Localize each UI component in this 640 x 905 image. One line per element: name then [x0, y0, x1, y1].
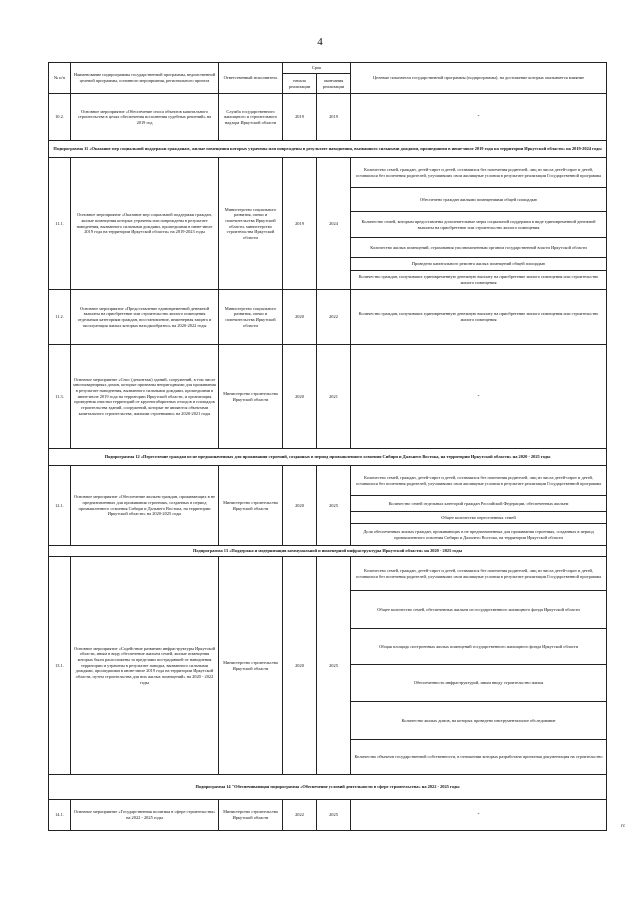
row-start: 2020	[283, 466, 317, 546]
row-name: Основное мероприятие «Содействие развитию инфраструктуры Иркутской области, иным в виду обеспечение жильем семей, жилые помещения которых были расположены за пределами пострадавшей от наводнения территории и утрачены в результате паводка, вызванного сильными дождями, прошедшими в июне-июле 2019 года на территории Иркутской области, путем строительства для них жилых помещений» на 2020 - 2022 годы	[71, 557, 219, 775]
row-indicator: Количество объектов государственной собственности, в отношении которых разработана проектная документация на строительство	[351, 740, 607, 775]
row-executor: Министерство строительства Иркутской области	[219, 557, 283, 775]
subprogram-row	[49, 141, 607, 158]
row-executor: Министерство строительства Иркутской области	[219, 800, 283, 831]
row-end: 2022	[317, 290, 351, 345]
table-header-row	[49, 63, 607, 74]
row-end: 2025	[317, 466, 351, 546]
table-row	[49, 557, 607, 591]
row-end: 2024	[317, 158, 351, 290]
row-indicator: Количество семей, граждан, детей-сирот и детей, оставшихся без попечения родителей, лиц из числа детей-сирот и детей, оставшихся без попечения родителей, улучшивших свои жилищные условия в результате реализации Государственной программы	[351, 466, 607, 496]
header-num: № п/п	[49, 63, 71, 94]
row-num: 12.1.	[49, 466, 71, 546]
row-indicator: Количество граждан, получивших единовременную денежную выплату на приобретение жилого помещения или строительство жилого помещения	[351, 271, 607, 290]
row-executor: Министерство строительства Иркутской области	[219, 345, 283, 449]
row-start: 2020	[283, 345, 317, 449]
table-row	[49, 800, 607, 831]
row-indicator: -	[351, 345, 607, 449]
table-row	[49, 94, 607, 141]
table-row	[49, 345, 607, 449]
program-table	[48, 62, 607, 831]
row-indicator: Общая площадь построенных жилых помещений государственного жилищного фонда Иркутской области	[351, 629, 607, 665]
row-end: 2025	[317, 557, 351, 775]
header-term: Срок	[283, 63, 351, 74]
row-num: 11.2.	[49, 290, 71, 345]
row-end: 2025	[317, 800, 351, 831]
row-executor: Министерство социального развития, опеки и попечительства Иркутской области	[219, 290, 283, 345]
row-indicator: Обеспеченность инфраструктурой, иным вводу строительство жилья	[351, 665, 607, 702]
row-start: 2020	[283, 557, 317, 775]
row-indicator: Количество семей, граждан, детей-сирот и детей, оставшихся без попечения родителей, лиц из числа детей-сирот и детей, оставшихся без попечения родителей, улучшивших свои жилищные условия в результате реализации Государственной программы	[351, 158, 607, 188]
row-indicator: Проведено капитального ремонта жилых помещений общей площадью	[351, 258, 607, 271]
row-indicator: Обеспечено граждан жилыми помещениями общей площадью	[351, 188, 607, 212]
row-executor: Министерство социального развития, опеки и попечительства Иркутской области, министерство строительства Иркутской области	[219, 158, 283, 290]
subprogram-row	[49, 775, 607, 800]
row-end: 2021	[317, 345, 351, 449]
header-end: окончания реализации	[317, 74, 351, 94]
row-indicator: Общее количество семей, обеспеченных жильем из государственного жилищного фонда Иркутской области	[351, 591, 607, 629]
page-number: 4	[317, 36, 323, 48]
row-num: 10.2.	[49, 94, 71, 141]
row-end: 2019	[317, 94, 351, 141]
header-name: Наименование подпрограммы государственной программы, ведомственной целевой программы, основного мероприятия, регионального проекта	[71, 63, 219, 94]
table-row	[49, 158, 607, 188]
subprogram-title: Подпрограмма 12 «Переселение граждан из не предназначенных для проживания строений, созданных в период промышленного освоения Сибири и Дальнего Востока, на территории Иркутской области» на 2020 - 2025 годы	[49, 449, 607, 466]
row-indicator: Количество жилых домов, на которых проведено инструментальное обследование	[351, 702, 607, 740]
row-indicator: -	[351, 800, 607, 831]
margin-mark: гс	[621, 824, 626, 829]
row-indicator: Количество жилых помещений, страхования уполномоченным органом государственной власти Иркутской области	[351, 238, 607, 258]
subprogram-title: Подпрограмма 13 «Поддержка и модернизация коммунальной и инженерной инфраструктуры Иркутской области» на 2020 - 2025 годы	[49, 546, 607, 557]
row-num: 13.1.	[49, 557, 71, 775]
row-indicator: Количество семей отдельных категорий граждан Российской Федерации, обеспеченных жильем	[351, 496, 607, 512]
row-name: Основное мероприятие «Государственная политика в сфере строительства» на 2022 - 2025 годы	[71, 800, 219, 831]
table-row	[49, 466, 607, 496]
row-name: Основное мероприятие «Оказание мер социальной поддержки граждан, жилые помещения которых утрачены или повреждены в результате наводнения, вызванного сильными дождями, прошедшими в июне-июле 2019 года на территории Иркутской области» на 2019-2023 годы	[71, 158, 219, 290]
row-executor: Служба государственного жилищного и строительного надзора Иркутской области	[219, 94, 283, 141]
subprogram-row	[49, 546, 607, 557]
row-start: 2022	[283, 800, 317, 831]
subprogram-title: Подпрограмма 11 «Оказание мер социальной поддержки гражданам, жилые помещения которых утрачены или повреждены в результате наводнения, вызванного сильными дождями, прошедшими в июне-июле 2019 года на территории Иркутской области» на 2019-2024 годы	[49, 141, 607, 158]
row-start: 2020	[283, 290, 317, 345]
row-start: 2019	[283, 94, 317, 141]
row-num: 14.1.	[49, 800, 71, 831]
row-name: Основное мероприятие «Обеспечение жильем граждан, проживающих в не предназначенных для проживания строениях, созданных в период промышленного освоения Сибири и Дальнего Востока, на территории Иркутской области» на 2020-2025 годы	[71, 466, 219, 546]
row-name: Основное мероприятие «Предоставление единовременной денежной выплаты на приобретение или строительство жилого помещения отдельным категориям граждан, восстановление, инженерная защита и эксплуатация жилых которых находкообразно» на 2020-2022 годы	[71, 290, 219, 345]
row-indicator: Доля обеспеченных жилых граждан, проживающих в не предназначенных для проживания строениях, созданных в период промышленного освоения Сибири и Дальнего Востока, на территории Иркутской области	[351, 524, 607, 546]
row-indicator: Количество семей, граждан, детей-сирот и детей, оставшихся без попечения родителей, лиц из числа детей-сирот и детей, оставшихся без попечения родителей, улучшивших свои жилищные условия в результате реализации Государственной программы	[351, 557, 607, 591]
subprogram-title: Подпрограмма 14 "Обеспечивающая подпрограмма «Обеспечение условий деятельности в сфере строительства» на 2022 - 2025 годы	[49, 775, 607, 800]
header-indicators: Целевые показатели государственной программы (подпрограммы), на достижение которых оказывается влияние	[351, 63, 607, 94]
subprogram-row	[49, 449, 607, 466]
row-indicator: Количество семей, которым предоставлены дополнительные меры социальной поддержки в виде единовременной денежной выплаты на приобретение или строительство жилого помещения	[351, 212, 607, 238]
program-table-container	[48, 62, 606, 831]
row-indicator: -	[351, 94, 607, 141]
row-num: 11.1.	[49, 158, 71, 290]
row-name: Основное мероприятие «Обеспечение сноса объектов капитального строительства в целях обеспечения исполнения судебных решений» на 2019 год	[71, 94, 219, 141]
row-indicator: Количество граждан, получивших единовременную денежную выплату на приобретение жилого помещения или строительство жилого помещения	[351, 290, 607, 345]
row-num: 11.3.	[49, 345, 71, 449]
header-start: начала реализации	[283, 74, 317, 94]
table-row	[49, 290, 607, 345]
row-executor: Министерство строительства Иркутской области	[219, 466, 283, 546]
row-indicator: Общее количество переселенных семей	[351, 512, 607, 524]
row-start: 2019	[283, 158, 317, 290]
header-executor: Ответственный исполнитель	[219, 63, 283, 94]
row-name: Основное мероприятие «Снос (демонтаж) зданий, сооружений, в том числе многоквартирных домов, которые признаны непригодными для проживания в результате наводнения, вызванного сильными дождями, прошедшими в июне-июле 2019 года на территории Иркутской области, и организация проведения очистки территорий от крупногабаритных отходов и площадок строительства зданий, сооружений, которые не являются объектами капитального строительства, жилыми строениями» на 2020-2021 годы	[71, 345, 219, 449]
